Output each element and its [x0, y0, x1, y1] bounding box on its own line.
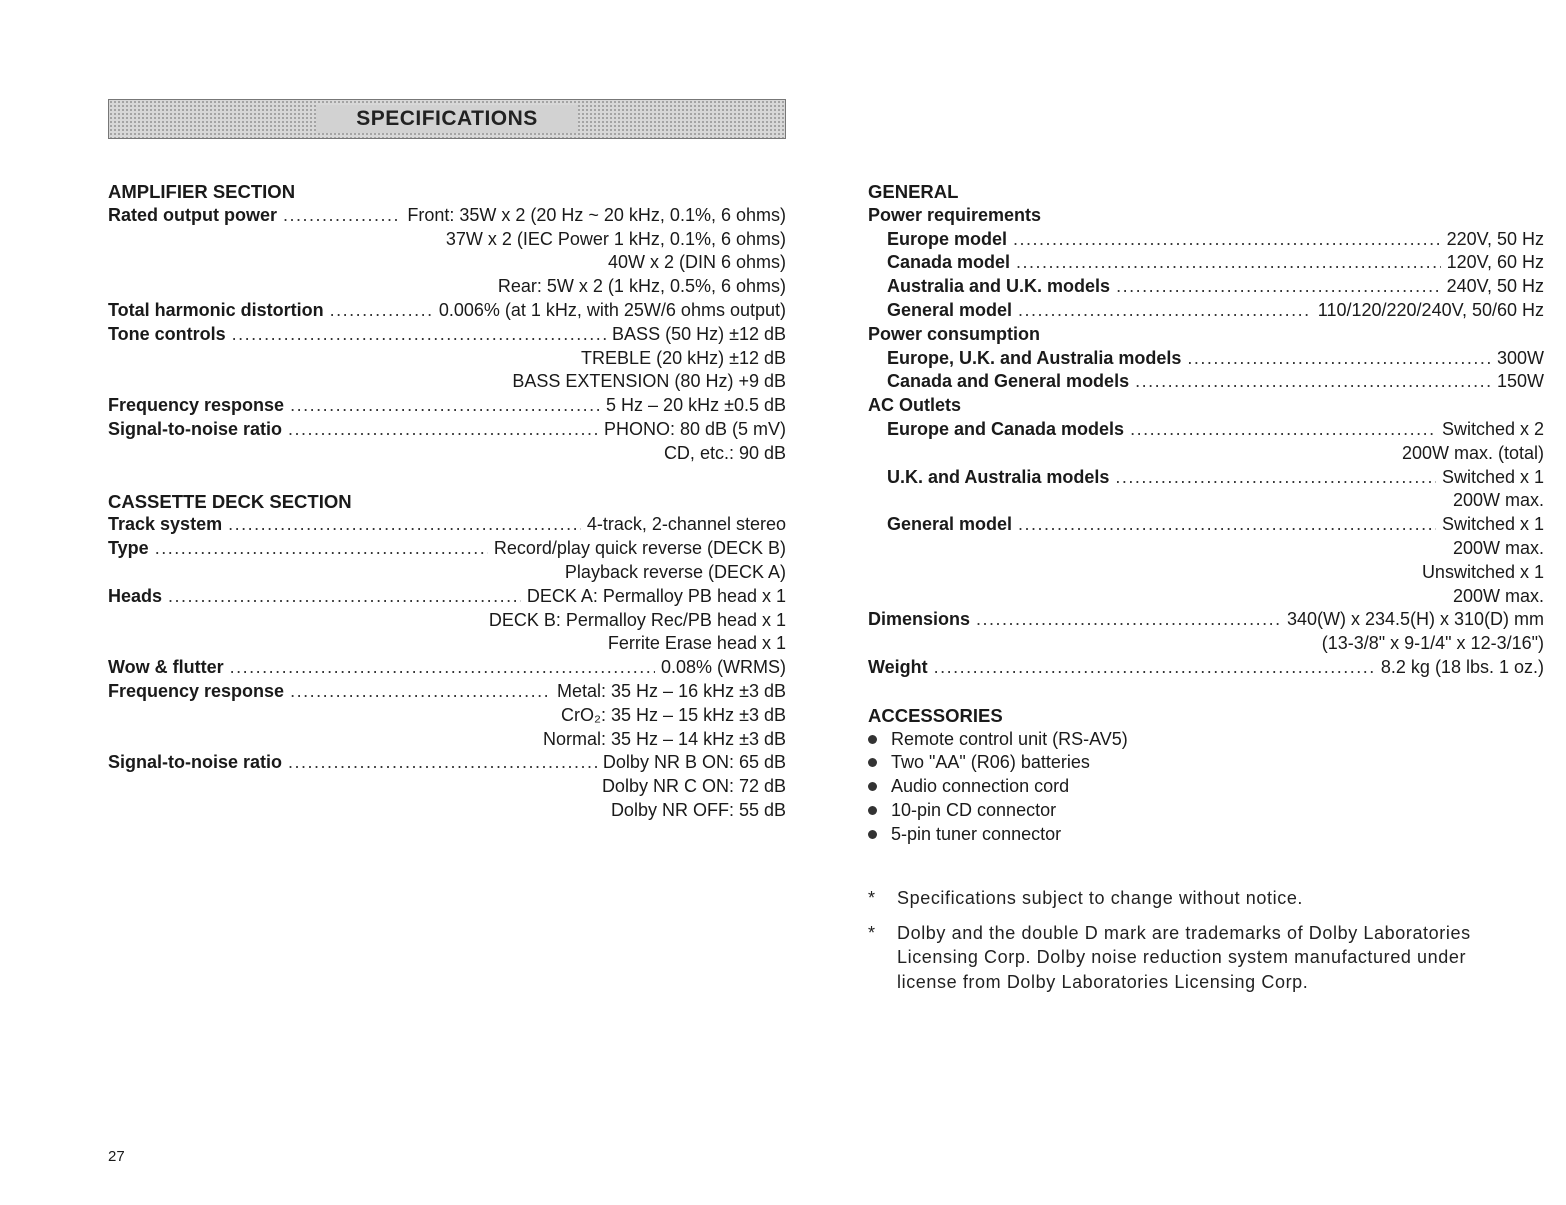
- spec-value: 110/120/220/240V, 50/60 Hz: [1317, 299, 1544, 320]
- spec-value: Metal: 35 Hz – 16 kHz ±3 dB: [557, 680, 786, 701]
- spec-value: 40W x 2 (DIN 6 ohms): [607, 252, 786, 273]
- page-title: SPECIFICATIONS: [316, 105, 578, 133]
- spec-value: 240V, 50 Hz: [1446, 276, 1544, 297]
- spec-cont: [108, 704, 786, 728]
- spec-row: [868, 275, 1544, 299]
- left-column: [108, 180, 786, 823]
- spec-cont: [108, 632, 786, 656]
- power-consumption-heading: Power consumption: [868, 323, 1041, 344]
- spec-value: Front: 35W x 2 (20 Hz ~ 20 kHz, 0.1%, 6 ohms): [407, 204, 786, 225]
- spec-cont: [868, 561, 1544, 585]
- spec-label: General model: [887, 299, 1013, 320]
- spec-row: [868, 608, 1544, 632]
- spec-cont: [868, 632, 1544, 656]
- spec-value: BASS (50 Hz) ±12 dB: [612, 323, 786, 344]
- list-item: [868, 823, 1544, 847]
- asterisk: *: [868, 888, 876, 908]
- spec-value: 300W: [1496, 347, 1544, 368]
- spec-value: Switched x 1: [1441, 466, 1544, 487]
- spec-cont: [868, 537, 1544, 561]
- spec-label: General model: [887, 514, 1013, 535]
- spec-label: Europe and Canada models: [887, 418, 1125, 439]
- spec-label: Tone controls: [108, 323, 226, 344]
- accessory-text: Remote control unit (RS-AV5): [891, 728, 1128, 749]
- spec-cont: [108, 775, 786, 799]
- spec-row: [108, 204, 786, 228]
- amplifier-heading: AMPLIFIER SECTION: [108, 181, 296, 202]
- spec-row: [868, 370, 1544, 394]
- spec-value: Unswitched x 1: [1421, 561, 1544, 582]
- spec-row: [108, 394, 786, 418]
- general-heading: GENERAL: [868, 181, 959, 202]
- spec-row: [108, 585, 786, 609]
- bullet-icon: [868, 782, 877, 791]
- spec-label: Signal-to-noise ratio: [108, 752, 283, 773]
- spec-label: Australia and U.K. models: [887, 276, 1111, 297]
- spec-value: Normal: 35 Hz – 14 kHz ±3 dB: [543, 728, 786, 749]
- spec-value: Switched x 1: [1441, 514, 1544, 535]
- spec-row: [108, 323, 786, 347]
- spec-value: DECK A: Permalloy PB head x 1: [526, 585, 786, 606]
- accessory-text: Audio connection cord: [891, 776, 1070, 797]
- spec-label: Signal-to-noise ratio: [108, 418, 283, 439]
- spec-label: Weight: [868, 656, 928, 677]
- spec-value: CD, etc.: 90 dB: [663, 442, 786, 463]
- spec-value: (13-3/8" x 9-1/4" x 12-3/16"): [1321, 633, 1544, 654]
- spec-label: Canada and General models: [887, 371, 1130, 392]
- spec-value: Dolby NR B ON: 65 dB: [602, 752, 786, 773]
- spec-value: Playback reverse (DECK A): [564, 561, 786, 582]
- spec-cont: [108, 561, 786, 585]
- spec-row: [868, 466, 1544, 490]
- accessory-text: Two "AA" (R06) batteries: [891, 752, 1090, 773]
- spec-row: [868, 228, 1544, 252]
- spec-cont: [868, 585, 1544, 609]
- spec-cont: [868, 489, 1544, 513]
- accessory-text: 5-pin tuner connector: [891, 823, 1062, 844]
- spec-value: 220V, 50 Hz: [1446, 228, 1544, 249]
- spec-value: Rear: 5W x 2 (1 kHz, 0.5%, 6 ohms): [497, 276, 786, 297]
- spec-value: Record/play quick reverse (DECK B): [493, 538, 786, 559]
- spec-row: [108, 513, 786, 537]
- footnote-text: Dolby and the double D mark are trademarks of Dolby Laboratories Licensing Corp. Dolby noise reduction system manufactured under license from Dolby Laboratories Licensing Corp.: [897, 922, 1471, 992]
- spec-cont: [108, 370, 786, 394]
- list-item: [868, 751, 1544, 775]
- spec-label: Frequency response: [108, 680, 285, 701]
- spec-value: CrO₂: 35 Hz – 15 kHz ±3 dB: [561, 704, 786, 725]
- spec-cont: [108, 442, 786, 466]
- spec-label: Dimensions: [868, 609, 971, 630]
- spec-row: [108, 751, 786, 775]
- footnote: [868, 886, 1488, 911]
- spec-cont: [108, 799, 786, 823]
- spec-value: TREBLE (20 kHz) ±12 dB: [581, 347, 786, 368]
- accessory-text: 10-pin CD connector: [891, 799, 1057, 820]
- spec-row: [108, 680, 786, 704]
- asterisk: *: [868, 922, 876, 943]
- list-item: [868, 799, 1544, 823]
- spec-label: Total harmonic distortion: [108, 299, 324, 320]
- spec-row: [108, 418, 786, 442]
- list-item: [868, 728, 1544, 752]
- spec-cont: [108, 347, 786, 371]
- spec-value: 200W max.: [1452, 537, 1544, 558]
- spec-cont: [108, 228, 786, 252]
- spec-cont: [108, 275, 786, 299]
- spec-value: 8.2 kg (18 lbs. 1 oz.): [1380, 656, 1544, 677]
- spec-value: Dolby NR OFF: 55 dB: [610, 799, 786, 820]
- list-item: [868, 775, 1544, 799]
- spec-row: [868, 513, 1544, 537]
- spec-value: 4-track, 2-channel stereo: [586, 514, 786, 535]
- spec-value: 200W max.: [1452, 585, 1544, 606]
- page-number: 27: [108, 1148, 125, 1165]
- spec-value: 120V, 60 Hz: [1446, 252, 1544, 273]
- power-requirements-heading: Power requirements: [868, 204, 1042, 225]
- spec-row: [108, 656, 786, 680]
- spec-cont: [868, 442, 1544, 466]
- cassette-heading: CASSETTE DECK SECTION: [108, 490, 352, 512]
- spec-value: BASS EXTENSION (80 Hz) +9 dB: [512, 371, 786, 392]
- spec-label: Canada model: [887, 252, 1011, 273]
- bullet-icon: [868, 830, 877, 839]
- spec-row: [868, 299, 1544, 323]
- bullet-icon: [868, 735, 877, 744]
- spec-row: [868, 418, 1544, 442]
- bullet-icon: [868, 758, 877, 767]
- spec-value: 340(W) x 234.5(H) x 310(D) mm: [1286, 609, 1544, 630]
- spec-label: Frequency response: [108, 395, 285, 416]
- spec-value: Switched x 2: [1441, 418, 1544, 439]
- footnotes: [868, 886, 1488, 1004]
- bullet-icon: [868, 806, 877, 815]
- spec-cont: [108, 728, 786, 752]
- spec-row: [868, 347, 1544, 371]
- spec-value: DECK B: Permalloy Rec/PB head x 1: [488, 609, 786, 630]
- spec-value: Dolby NR C ON: 72 dB: [601, 776, 786, 797]
- spec-row: [108, 299, 786, 323]
- spec-row: [868, 656, 1544, 680]
- spec-value: 150W: [1496, 371, 1544, 392]
- spec-row: [108, 537, 786, 561]
- footnote: [868, 921, 1488, 995]
- right-column: [868, 180, 1544, 847]
- spec-value: 5 Hz – 20 kHz ±0.5 dB: [606, 395, 786, 416]
- ac-outlets-heading: AC Outlets: [868, 395, 962, 416]
- spec-label: Rated output power: [108, 204, 277, 225]
- spec-label: Europe, U.K. and Australia models: [887, 347, 1182, 368]
- spec-label: Wow & flutter: [108, 657, 224, 678]
- spec-value: Ferrite Erase head x 1: [607, 633, 786, 654]
- spec-cont: [108, 251, 786, 275]
- accessories-heading: ACCESSORIES: [868, 704, 1003, 726]
- spec-value: PHONO: 80 dB (5 mV): [603, 418, 786, 439]
- spec-value: 200W max.: [1452, 490, 1544, 511]
- spec-label: Europe model: [887, 228, 1008, 249]
- spec-value: 200W max. (total): [1401, 442, 1544, 463]
- spec-label: Track system: [108, 514, 223, 535]
- spec-label: U.K. and Australia models: [887, 466, 1110, 487]
- footnote-text: Specifications subject to change without notice.: [897, 888, 1304, 908]
- spec-value: 0.006% (at 1 kHz, with 25W/6 ohms output): [438, 299, 786, 320]
- spec-value: 37W x 2 (IEC Power 1 kHz, 0.1%, 6 ohms): [445, 228, 786, 249]
- spec-cont: [108, 609, 786, 633]
- spec-value: 0.08% (WRMS): [660, 657, 786, 678]
- spec-row: [868, 251, 1544, 275]
- spec-label: Type: [108, 538, 149, 559]
- spec-label: Heads: [108, 585, 163, 606]
- specifications-banner: [108, 99, 786, 139]
